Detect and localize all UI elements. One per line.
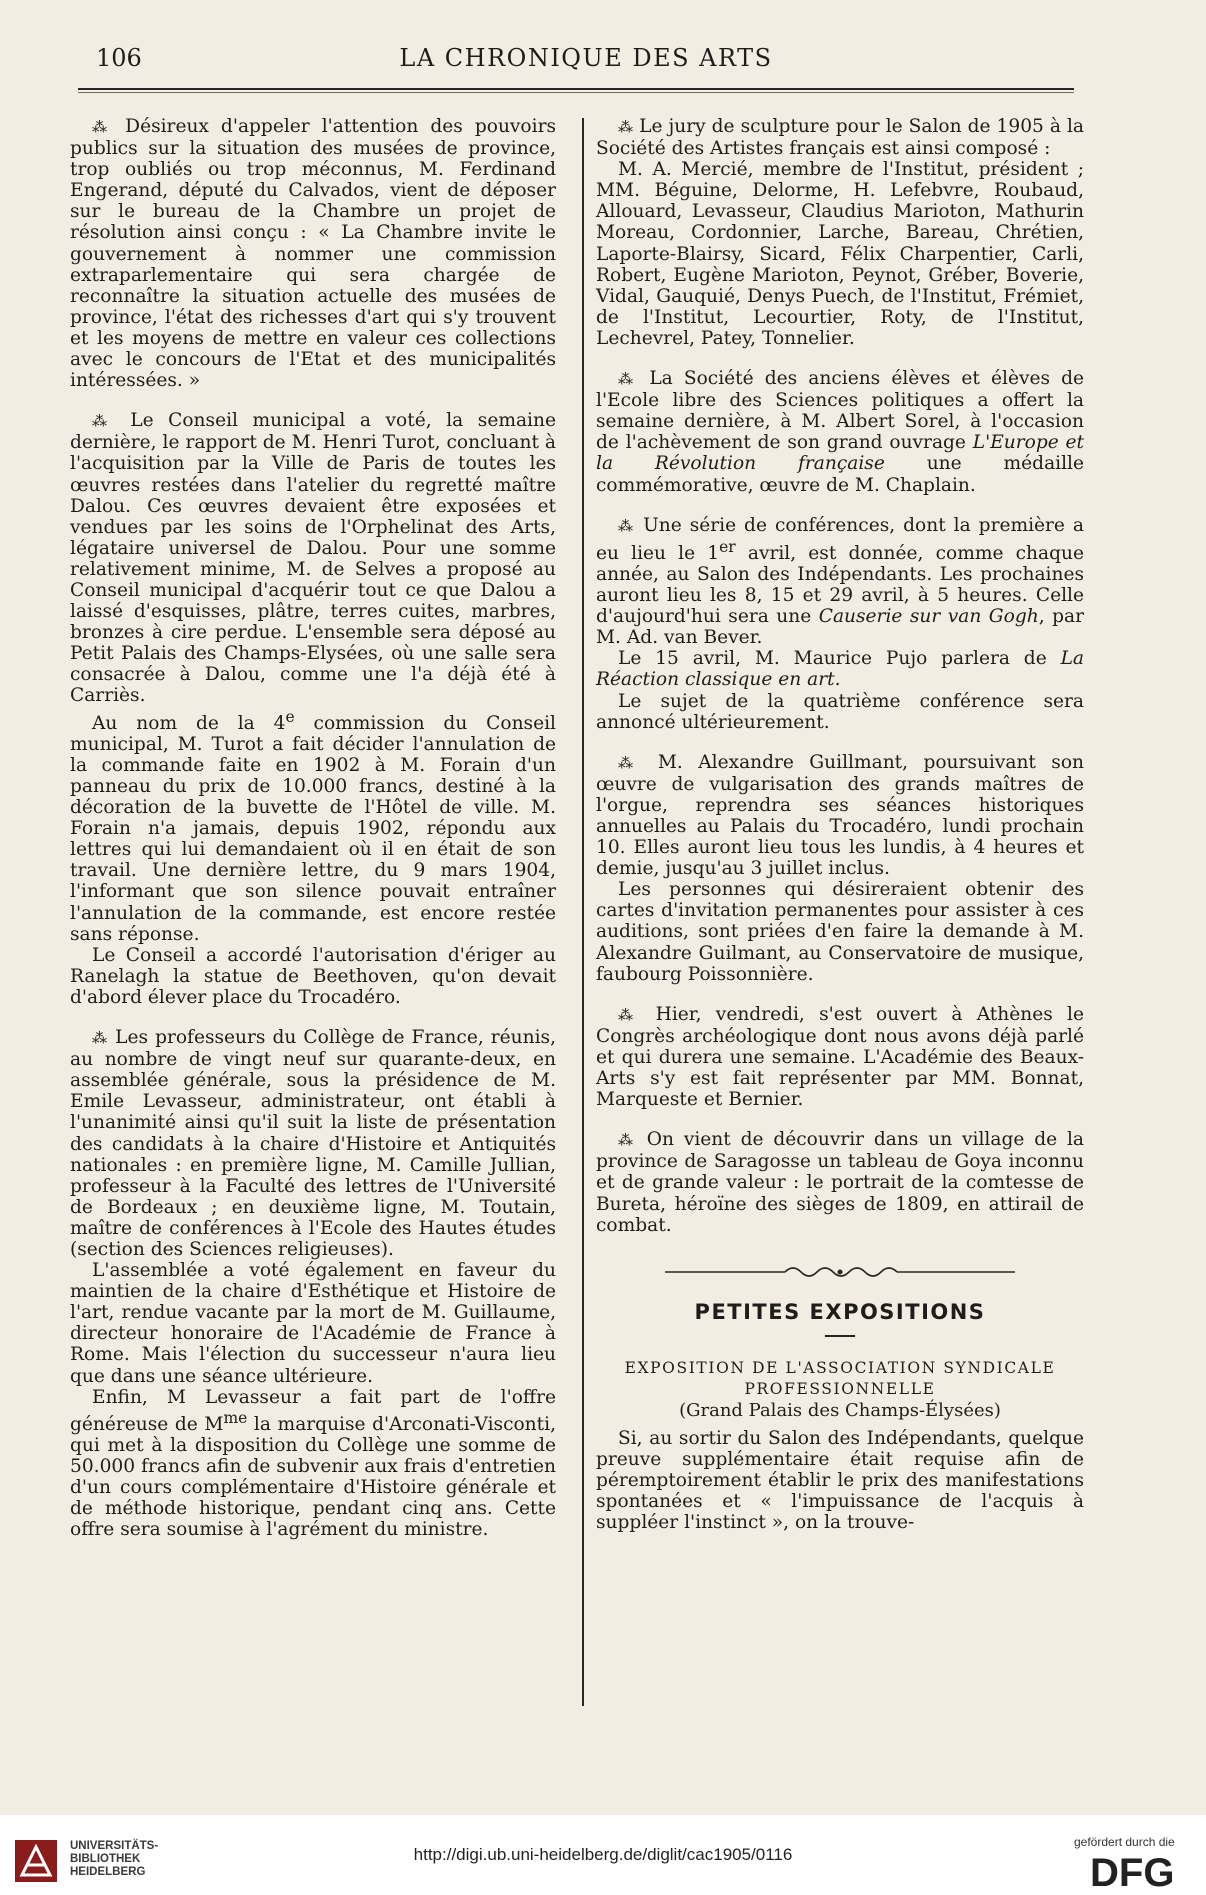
news-item-pujo: Le 15 avril, M. Maurice Pujo parlera de La Réaction classique en art. [596,648,1084,691]
page-header [96,44,1076,78]
asterism: ⁂ [618,1131,637,1150]
ornament-divider [665,1264,1015,1278]
section-title: PETITES EXPOSITIONS [694,1299,986,1324]
news-item-sorel: ⁂ La Société des anciens élèves et élèves de l'Ecole libre des Sciences politiques a offert la semaine dernière, à M. Albert Sorel, à l'occasion de l'achèvement de son grand ouvrage L'Europe et la Révolution française une médaille commémorative, œuvre de M. Chaplain. [596,368,1085,496]
asterism: ⁂ [618,753,643,772]
header-rule [78,88,1074,90]
digitization-footer [0,1815,1206,1895]
news-item-arconati: Enfin, M Levasseur a fait part de l'offre généreuse de $M^{me}$ la marquise d'Arconati-Visconti, qui met à la disposition du Collège une somme de 50.000 francs afin de subvenir aux frais d'entretien d'un cours complémentaire d'Histoire générale et de méthode historique, pendant cinq ans. Cette offre sera soumise à l'agrément du ministre. [70,1386,556,1541]
exhibition-title: EXPOSITION DE L'ASSOCIATION SYNDICALE PROFESSIONNELLE [624,1358,1056,1398]
left-column [70,116,556,1540]
news-item-athenes: ⁂ Hier, vendredi, s'est ouvert à Athènes le Congrès archéologique dont nous avons déjà parlé et qui durera une semaine. L'Académie des Beaux-Arts s'y est fait représenter par MM. Bonnat, Marqueste et Bernier. [596,1003,1084,1111]
source-url[interactable]: http://digi.ub.uni-heidelberg.de/diglit/cac1905/0116 [413,1845,793,1864]
news-item-goya: ⁂ On vient de découvrir dans un village de la province de Saragosse un tableau de Goya inconnu et de grande valeur : le portrait de la comtesse de Bureta, héroïne des sièges de 1809, en attirail de combat. [596,1129,1084,1236]
asterism: ⁂ [92,412,116,431]
news-item-college-de-france: ⁂ Les professeurs du Collège de France, réunis, au nombre de vingt neuf sur quarante-deux, en assemblée générale, sous la présidence de M. Emile Levasseur, administrateur, ont établi à l'unanimité ainsi qu'il suit la liste de présentation des candidats à la chaire d'Histoire et Antiquités nationales : en première ligne, M. Camille Jullian, professeur à la Faculté des lettres de l'Université de Bordeaux ; en deuxième ligne, M. Toutain, maître de conférences à l'Ecole des Hautes études (section des Sciences religieuses). [70,1027,556,1260]
news-item-guilmant: ⁂ M. Alexandre Guillmant, poursuivant son œuvre de vulgarisation des grands maîtres de l'orgue, reprendra ses séances historiques annuelles au Palais du Trocadéro, lundi prochain 10. Elles auront lieu tous les lundis, à 4 heures et demie, jusqu'au 3 juillet inclus. [596,751,1084,880]
svg-text:DFG: DFG [1090,1852,1175,1890]
news-item-esthetique: L'assemblée a voté également en faveur du maintien de la chaire d'Esthétique et Histoire de l'art, rendue vacante par la mort de M. Guillaume, directeur honoraire de l'Académie de France à Rome. Mais l'élection du successeur n'aura lieu que dans une séance ultérieure. [70,1260,556,1387]
asterism: ⁂ [92,118,114,136]
column-divider [582,118,584,1706]
running-title: LA CHRONIQUE DES ARTS [399,44,773,72]
funding-label: gefördert durch die [1074,1835,1175,1849]
news-item-jury-members: M. A. Mercié, membre de l'Institut, président ; MM. Béguine, Delorme, H. Lefebvre, Roubaud, Allouard, Levasseur, Claudius Marioton, Mathurin Moreau, Cordonnier, Larche, Bareau, Chrétien, Laporte-Blairsy, Sicard, Félix Charpentier, Carli, Robert, Eugène Marioton, Peynot, Gréber, Boverie, Vidal, Gauquié, Denys Puech, de l'Institut, Frémiet, de l'Institut, Lecourtier, Roty, de l'Institut, Lechevrel, Patey, Tonnelier. [596,159,1084,349]
news-item-conferences: ⁂ Une série de conférences, dont la première a eu lieu le 1er avril, est donnée, comme chaque année, au Salon des Indépendants. Les prochaines auront lieu les 8, 15 et 29 avril, à 5 heures. Celle d'aujourd'hui sera une Causerie sur van Gogh, par M. Ad. van Bever. [596,514,1084,649]
news-item-fourth-conference: Le sujet de la quatrième conférence sera annoncé ultérieurement. [596,690,1084,733]
header-rule-thin [78,92,1074,93]
asterism: ⁂ [618,1005,642,1024]
news-item-jury: ⁂ Le jury de sculpture pour le Salon de 1905 à la Société des Artistes français est ainsi composé : [596,116,1085,160]
right-column [596,116,1084,1533]
exhibition-review: Si, au sortir du Salon des Indépendants, quelque preuve supplémentaire était requise afin de péremptoirement établir le prix des manifestations spontanées et « l'impuissance de l'acquis à suppléer l'instinct », on la trouve- [596,1427,1084,1534]
news-item-engerand: ⁂ Désireux d'appeler l'attention des pouvoirs publics sur la situation des musées de province, trop oubliés ou trop méconnus, M. Ferdinand Engerand, député du Calvados, vient de déposer sur le bureau de la Chambre un projet de résolution ainsi conçu : « La Chambre invite le gouvernement à nommer une commission extraparlementaire qui sera chargée de reconnaître la situation actuelle des musées de province, l'état des richesses d'art qui s'y trouvent et les moyens de mettre en valeur ces collections avec le concours de l'Etat et des municipalités intéressées. » [70,116,556,392]
asterism: ⁂ [618,118,634,136]
library-name: UNIVERSITÄTS- BIBLIOTHEK HEIDELBERG [70,1840,159,1878]
news-item-forain: Au nom de la 4e commission du Conseil municipal, M. Turot a fait décider l'annulation de la commande faite en 1902 à M. Forain d'un panneau du prix de 10.000 francs, destiné à la décoration de la buvette de l'Hôtel de ville. M. Forain n'a jamais, depuis 1902, répondu aux lettres qui lui demandaient où il en était de son travail. Une dernière lettre, du 9 mars 1904, l'informant que son silence pouvait entraîner l'annulation de la commande, est encore restée sans réponse. [70,707,556,945]
dfg-logo [1088,1852,1194,1890]
page-number: 106 [96,44,142,72]
asterism: ⁂ [618,370,639,389]
news-item-invitations: Les personnes qui désireraient obtenir des cartes d'invitation permanentes pour assister à ces auditions, sont priées d'en faire la demande à M. Alexandre Guilmant, au Conservatoire de musique, faubourg Poissonnière. [596,879,1084,985]
asterism: ⁂ [618,516,636,535]
news-item-dalou: ⁂ Le Conseil municipal a voté, la semaine dernière, le rapport de M. Henri Turot, concluant à l'acquisition par la Ville de Paris de toutes les œuvres restées dans l'atelier du regretté maître Dalou. Ces œuvres devaient être exposées et vendues par les soins de l'Orphelinat des Arts, légataire universel de Dalou. Pour une somme relativement minime, M. de Selves a proposé au Conseil municipal d'acquérir tout ce que Dalou a laissé d'esquisses, plâtre, terres cuites, marbres, bronzes à cire perdue. L'ensemble sera déposé au Petit Palais des Champs-Elysées, où une salle sera consacrée à Dalou, comme une l'a déjà été à Carriès. [70,410,556,707]
section-dash [825,1335,855,1337]
news-item-beethoven: Le Conseil a accordé l'autorisation d'ériger au Ranelagh la statue de Beethoven, qu'on devait d'abord élever place du Trocadéro. [70,944,556,1008]
asterism: ⁂ [92,1029,109,1048]
exhibition-venue: (Grand Palais des Champs-Élysées) [679,1399,1001,1421]
